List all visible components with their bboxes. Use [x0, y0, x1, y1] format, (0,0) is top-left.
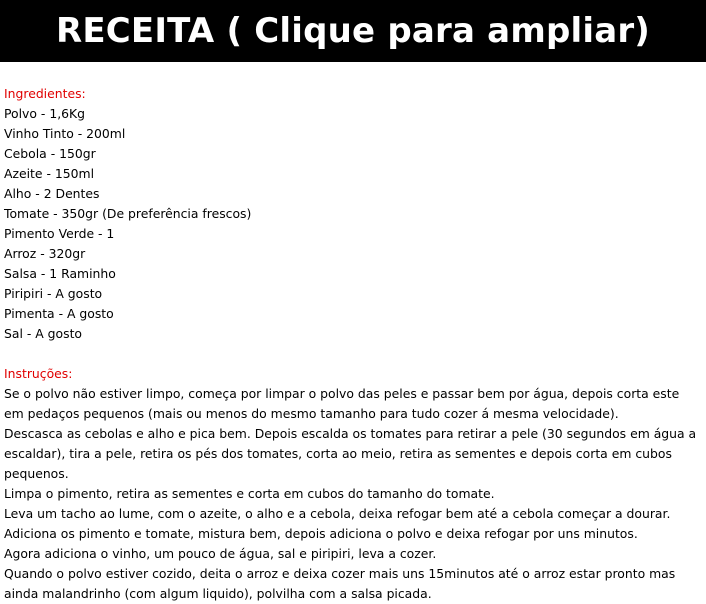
ingredient-item: Salsa - 1 Raminho	[4, 266, 116, 281]
ingredients-heading: Ingredientes:	[4, 86, 86, 101]
ingredient-item: Tomate - 350gr (De preferência frescos)	[4, 206, 252, 221]
ingredient-item: Polvo - 1,6Kg	[4, 106, 86, 121]
instruction-step: Agora adiciona o vinho, um pouco de água, sal e piripiri, leva a cozer.	[4, 546, 437, 561]
ingredients-list	[4, 104, 702, 344]
ingredient-item: Alho - 2 Dentes	[4, 186, 100, 201]
ingredient-item: Pimenta - A gosto	[4, 306, 114, 321]
ingredient-item: Arroz - 320gr	[4, 246, 86, 261]
ingredient-item: Azeite - 150ml	[4, 166, 95, 181]
instruction-step: Leva um tacho ao lume, com o azeite, o alho e a cebola, deixa refogar bem até a cebola começar a dourar.	[4, 506, 671, 521]
instruction-step: Descasca as cebolas e alho e pica bem. Depois escalda os tomates para retirar a pele (30 segundos em água a escaldar), tira a pele, retira os pés dos tomates, corta ao meio, retira as sementes e depois corta em cubos pequenos.	[4, 426, 697, 481]
section-divider	[4, 344, 702, 364]
instruction-step: Adiciona os pimento e tomate, mistura bem, depois adiciona o polvo e deixa refogar por uns minutos.	[4, 526, 638, 541]
ingredient-item: Cebola - 150gr	[4, 146, 96, 161]
ingredient-item: Pimento Verde - 1	[4, 226, 115, 241]
recipe-title[interactable]: RECEITA ( Clique para ampliar)	[55, 11, 651, 51]
instruction-step: Se o polvo não estiver limpo, começa por limpar o polvo das peles e passar bem por água, depois corta este em pedaços pequenos (mais ou menos do mesmo tamanho para tudo cozer á mesma velocidade).	[4, 386, 680, 421]
instruction-step: Limpa o pimento, retira as sementes e corta em cubos do tamanho do tomate.	[4, 486, 495, 501]
recipe-content	[4, 84, 702, 604]
instructions-list	[4, 384, 702, 604]
ingredient-item: Vinho Tinto - 200ml	[4, 126, 126, 141]
instructions-heading: Instruções:	[4, 366, 73, 381]
ingredient-item: Piripiri - A gosto	[4, 286, 103, 301]
ingredient-item: Sal - A gosto	[4, 326, 83, 341]
recipe-title-banner[interactable]	[0, 0, 706, 62]
instruction-step: Quando o polvo estiver cozido, deita o arroz e deixa cozer mais uns 15minutos até o arroz estar pronto mas ainda malandrinho (com algum liquido), polvilha com a salsa picada.	[4, 566, 676, 601]
